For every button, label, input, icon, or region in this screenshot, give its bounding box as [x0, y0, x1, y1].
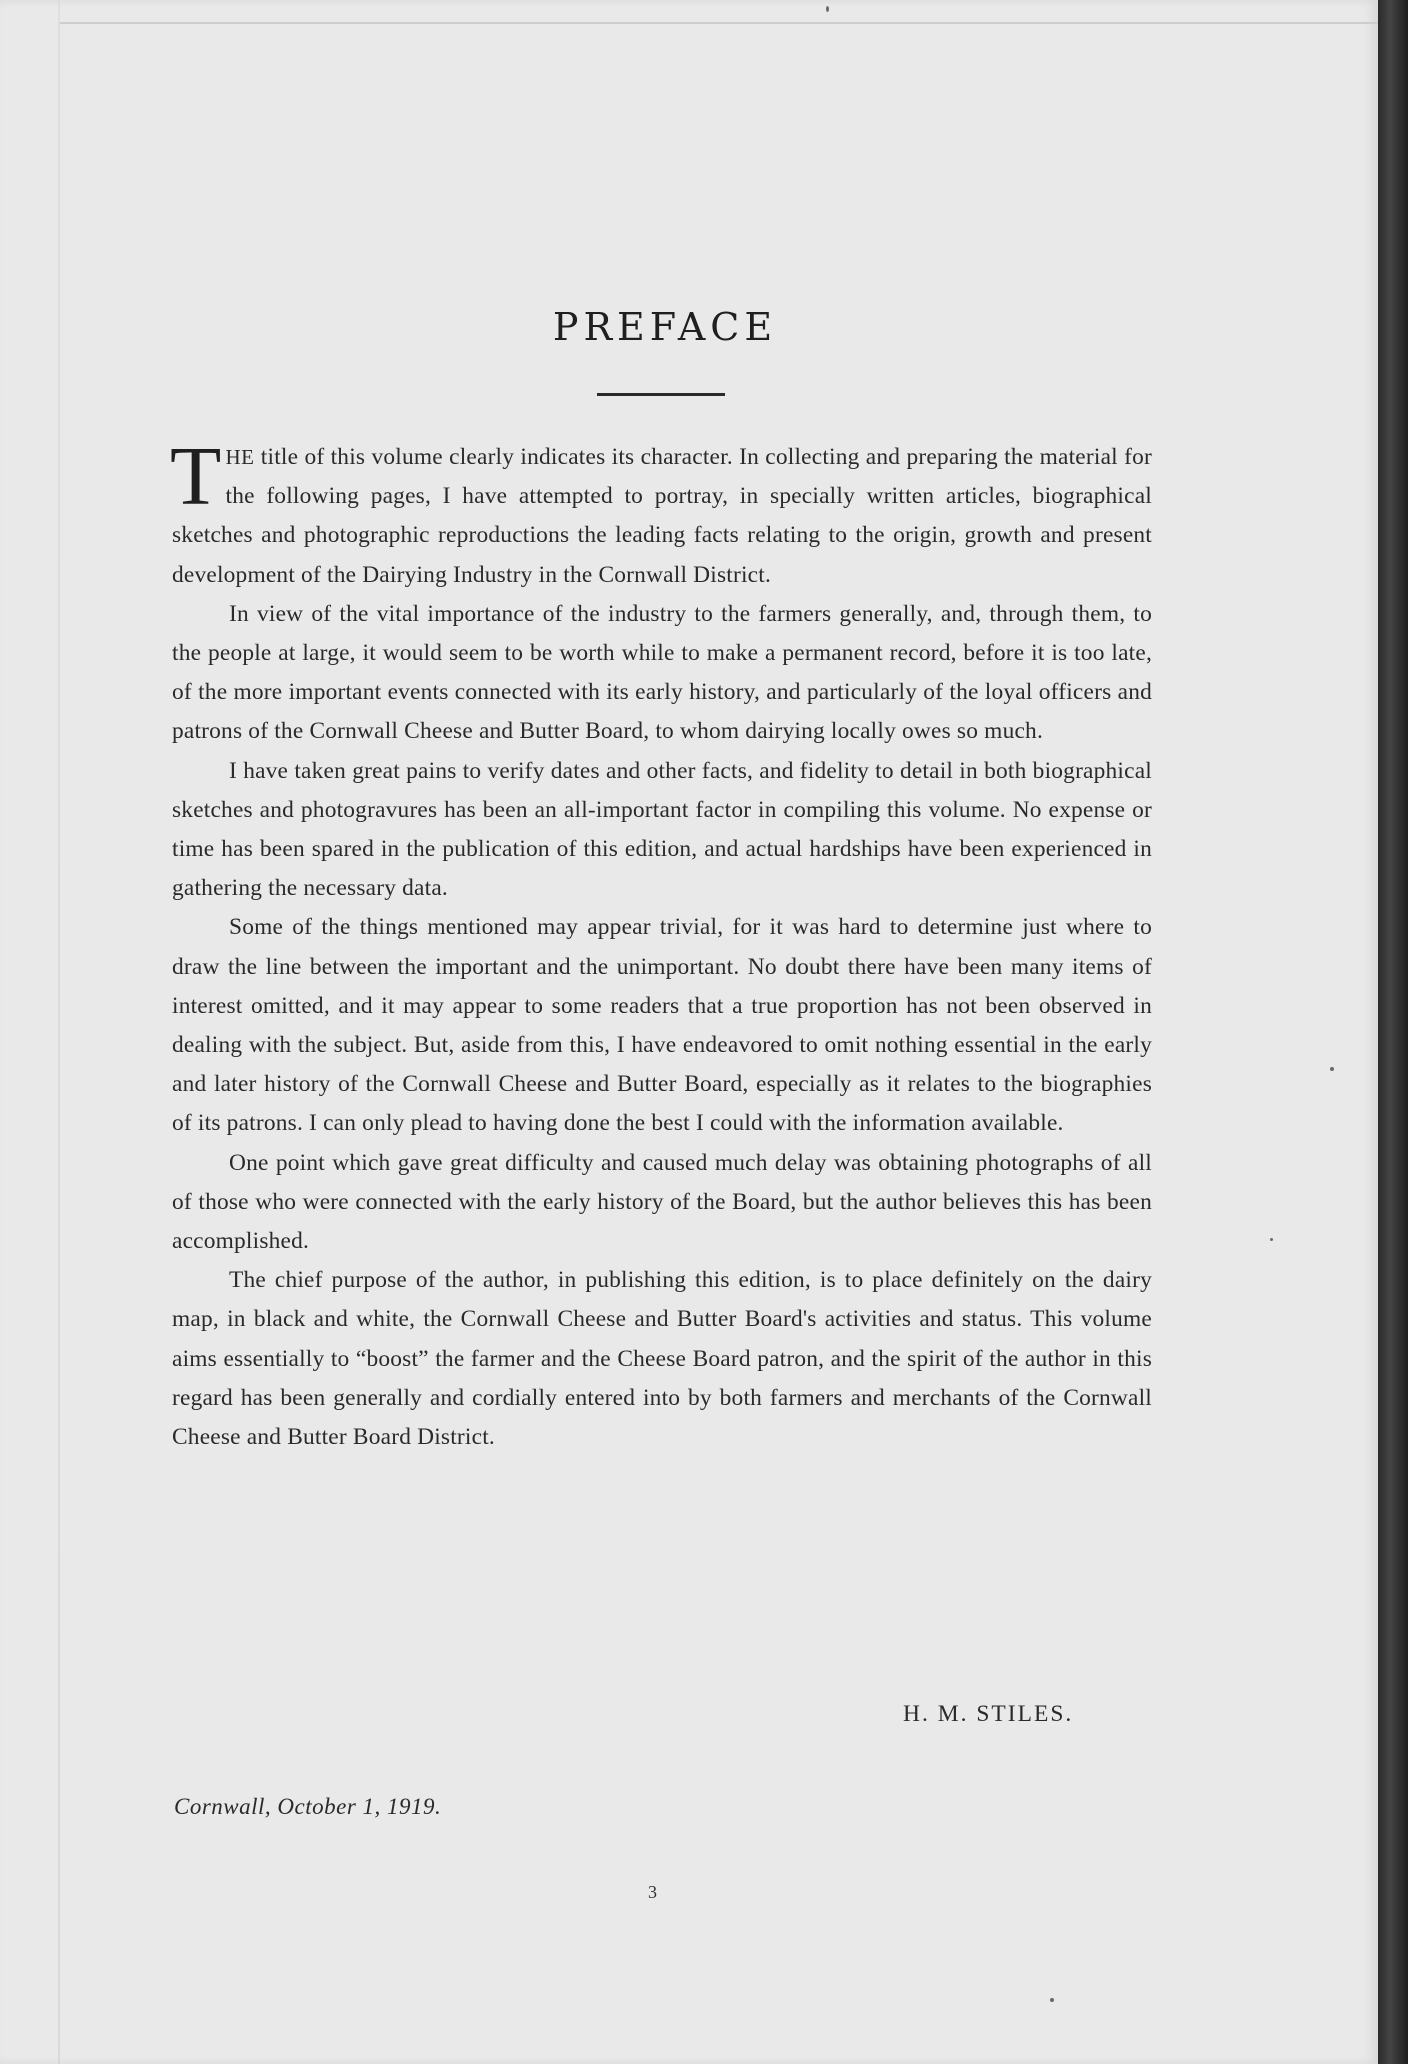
- paper-speck: [1330, 1067, 1334, 1071]
- title-rule: [597, 393, 725, 396]
- paragraph-2: In view of the vital importance of the industry to the farmers generally, and, through them, to the people at large, it would seem to be worth while to make a permanent record, before it is too late, of the more important events connected with its early history, and particularly of the loyal officers and patrons of the Cornwall Cheese and Butter Board, to whom dairying locally owes so much.: [172, 600, 1152, 745]
- paragraph-3: I have taken great pains to verify dates and other facts, and fidelity to detail in both biographical sketches and photogravures has been an all-important factor in compiling this volume. No expense or time has been spared in the publication of this edition, and actual hardships have been experienced in gathering the necessary data.: [172, 757, 1152, 902]
- page-number: 3: [648, 1882, 657, 1902]
- page-title: PREFACE: [552, 305, 778, 349]
- paragraph-1-text: title of this volume clearly indicates its character. In collecting and preparing the material for the following pages, I have attempted to portray, in specially written articles, biographical sketches and photographic reproductions the leading facts relating to the origin, growth and present development of the Dairying Industry in the Cornwall District.: [172, 444, 1152, 588]
- paragraph-5: One point which gave great difficulty and caused much delay was obtaining photographs of all of those who were connected with the early history of the Board, but the author believes this has been accomplished.: [172, 1149, 1152, 1255]
- preface-body: [170, 430, 1152, 1457]
- drop-cap: T: [170, 430, 222, 523]
- dateline: Cornwall, October 1, 1919.: [174, 1794, 442, 1819]
- paragraph-1: [170, 430, 1152, 595]
- page-top-edge: [60, 22, 1378, 24]
- paper-speck: [826, 6, 829, 12]
- paper-speck: [1270, 1238, 1273, 1241]
- author-signature: H. M. STILES.: [903, 1701, 1074, 1727]
- paragraph-6: The chief purpose of the author, in publishing this edition, is to place definitely on the dairy map, in black and white, the Cornwall Cheese and Butter Board's activities and status. This volume aims essentially to “boost” the farmer and the Cheese Board patron, and the spirit of the author in this regard has been generally and cordially entered into by both farmers and merchants of the Cornwall Cheese and Butter Board District.: [172, 1267, 1152, 1451]
- book-edge-shadow: [1378, 0, 1408, 2064]
- first-word-rest: HE: [225, 445, 255, 469]
- paper-speck: [1050, 1998, 1054, 2002]
- paragraph-4: Some of the things mentioned may appear trivial, for it was hard to determine just where to draw the line between the important and the unimportant. No doubt there have been many items of interest omitted, and it may appear to some readers that a true proportion has not been observed in dealing with the subject. But, aside from this, I have endeavored to omit nothing essential in the early and later history of the Cornwall Cheese and Butter Board, especially as it relates to the biographies of its patrons. I can only plead to having done the best I could with the information available.: [172, 914, 1152, 1137]
